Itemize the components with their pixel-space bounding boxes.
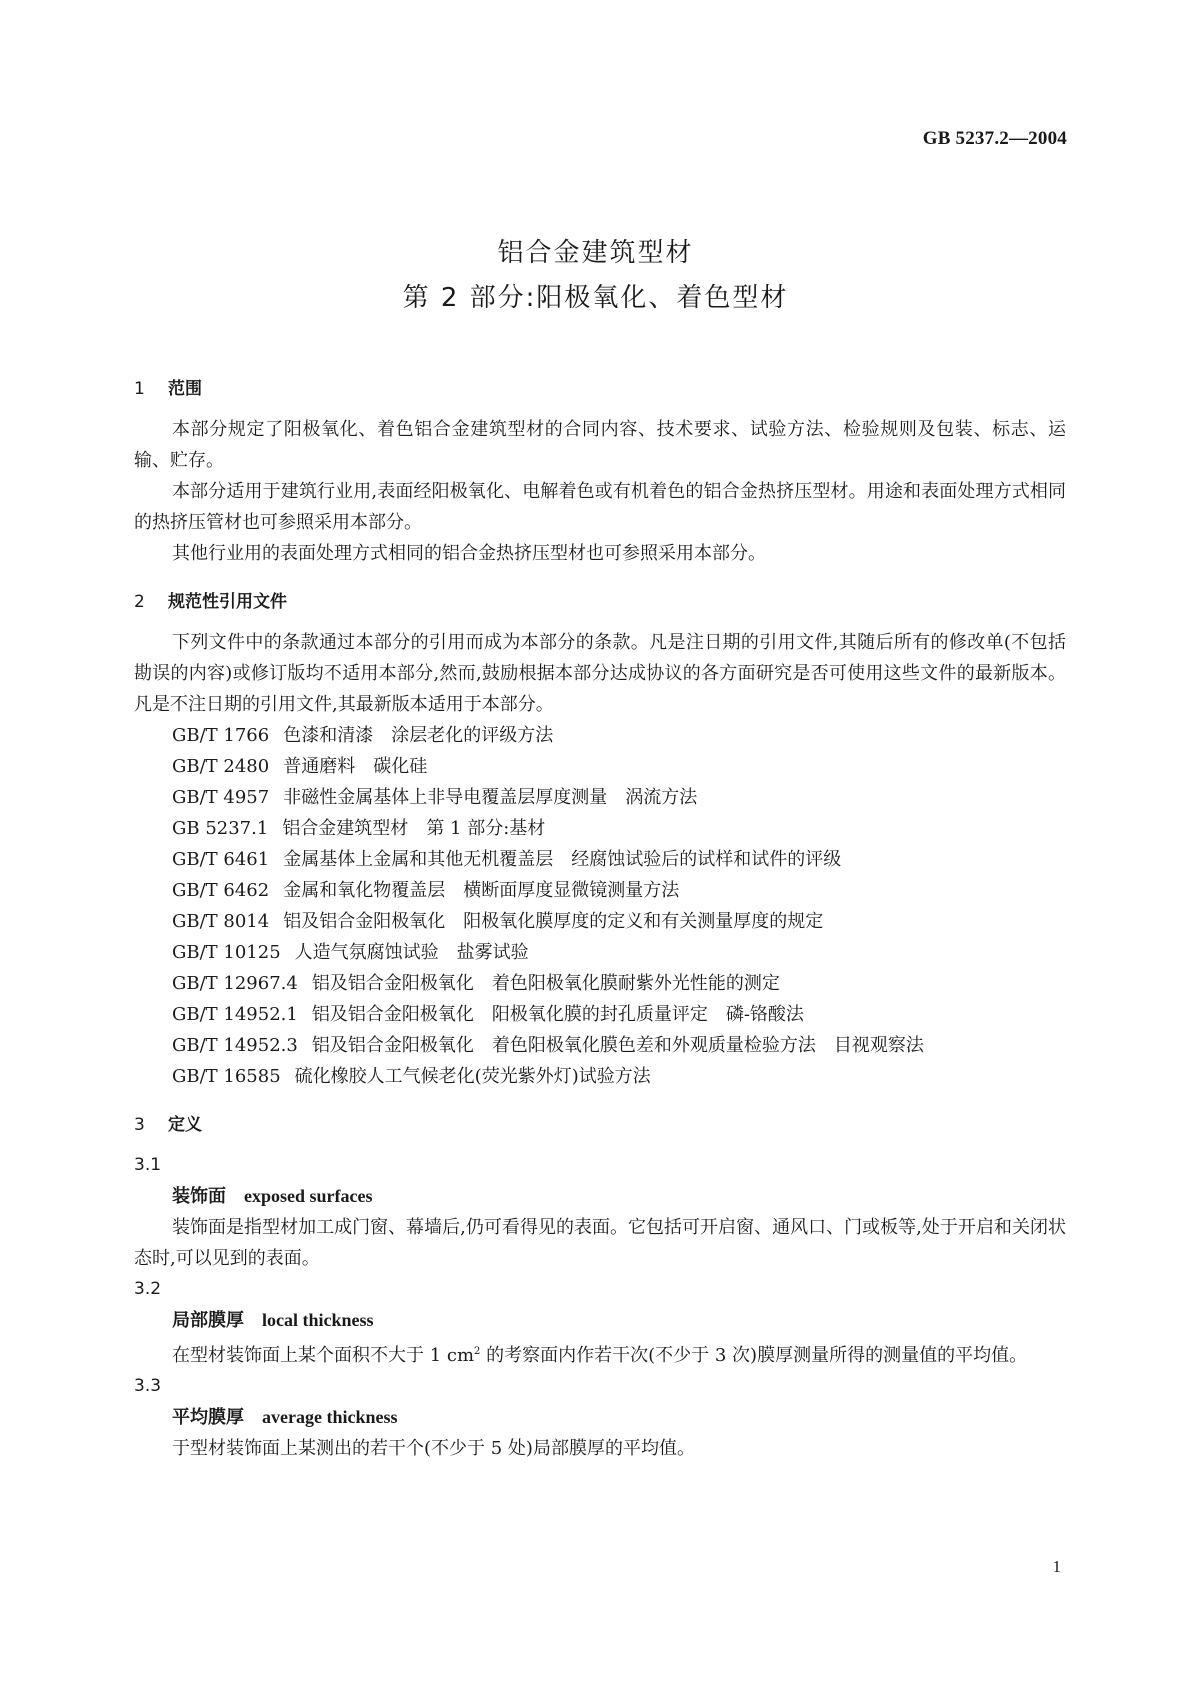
definition-text-part: 在型材装饰面上某个面积不大于 1 cm — [172, 1345, 475, 1366]
reference-item — [134, 1061, 1066, 1092]
definition-number: 3.2 — [134, 1279, 162, 1299]
reference-title-part: 磷-铬酸法 — [725, 1004, 804, 1025]
references-intro-paragraph: 下列文件中的条款通过本部分的引用而成为本部分的条款。凡是注日期的引用文件,其随后所有的修改单(不包括勘误的内容)或修订版均不适用本部分,然而,鼓励根据本部分达成协议的各方面研究是否可使用这些文件的最新版本。凡是不注日期的引用文件,其最新版本适用于本部分。 — [134, 632, 1066, 715]
definition-number: 3.3 — [134, 1376, 162, 1396]
reference-title-part: 非磁性金属基体上非导电覆盖层厚度测量 — [283, 787, 608, 808]
reference-title-part: 经腐蚀试验后的试样和试件的评级 — [571, 849, 842, 870]
page-number: 1 — [1052, 1557, 1061, 1576]
scope-paragraph-3: 其他行业用的表面处理方式相同的铝合金热挤压型材也可参照采用本部分。 — [172, 543, 766, 564]
section-number: 1 — [134, 379, 145, 399]
reference-item — [134, 906, 1066, 937]
reference-item — [134, 1030, 1066, 1061]
reference-title-part: 阳极氧化膜的封孔质量评定 — [491, 1004, 708, 1025]
reference-code: GB/T 4957 — [172, 787, 270, 808]
reference-item — [134, 844, 1066, 875]
definition-term — [134, 1305, 1066, 1336]
reference-title-part: 盐雾试验 — [456, 942, 529, 963]
definition-text-part: 的考察面内作若干次(不少于 3 次)膜厚测量所得的测量值的平均值。 — [480, 1345, 1028, 1366]
reference-title-part: 着色阳极氧化膜耐紫外光性能的测定 — [491, 973, 780, 994]
scope-paragraph-2: 本部分适用于建筑行业用,表面经阳极氧化、电解着色或有机着色的铝合金热挤压型材。用途和表面处理方式相同的热挤压管材也可参照采用本部分。 — [134, 481, 1066, 533]
section-number: 3 — [134, 1115, 145, 1135]
reference-title-part: 铝及铝合金阳极氧化 — [311, 1035, 474, 1056]
definition-term — [134, 1402, 1066, 1433]
reference-item — [134, 999, 1066, 1030]
document-title-line1: 铝合金建筑型材 — [497, 238, 694, 268]
term-chinese: 平均膜厚 — [172, 1407, 244, 1428]
reference-title-part: 涡流方法 — [625, 787, 698, 808]
reference-title-part: 色漆和清漆 — [283, 725, 374, 746]
reference-title-part: 铝及铝合金阳极氧化 — [283, 911, 446, 932]
reference-item — [134, 813, 1066, 844]
reference-item — [134, 875, 1066, 906]
reference-item — [134, 968, 1066, 999]
scope-paragraph-1: 本部分规定了阳极氧化、着色铝合金建筑型材的合同内容、技术要求、试验方法、检验规则及包装、标志、运输、贮存。 — [134, 419, 1066, 471]
reference-title-part: 涂层老化的评级方法 — [391, 725, 554, 746]
reference-code: GB/T 16585 — [172, 1066, 281, 1087]
section-title: 定义 — [168, 1115, 202, 1135]
section-title: 范围 — [168, 379, 202, 399]
reference-title-part: 金属和氧化物覆盖层 — [283, 880, 446, 901]
section-number: 2 — [134, 592, 145, 612]
term-chinese: 装饰面 — [172, 1186, 226, 1207]
reference-title-part: 第 1 部分:基材 — [426, 818, 546, 839]
reference-item — [134, 720, 1066, 751]
definition-text — [134, 1336, 1066, 1371]
reference-code: GB/T 12967.4 — [172, 973, 298, 994]
reference-code: GB/T 8014 — [172, 911, 270, 932]
reference-title-part: 硫化橡胶人工气候老化(荧光紫外灯)试验方法 — [294, 1066, 651, 1087]
reference-code: GB/T 1766 — [172, 725, 270, 746]
definition-number: 3.1 — [134, 1155, 162, 1175]
reference-item — [134, 782, 1066, 813]
reference-title-part: 铝合金建筑型材 — [282, 818, 409, 839]
definition-text: 装饰面是指型材加工成门窗、幕墙后,仍可看得见的表面。它包括可开启窗、通风口、门或板等,处于开启和关闭状态时,可以见到的表面。 — [134, 1217, 1066, 1269]
reference-title-part: 铝及铝合金阳极氧化 — [311, 973, 474, 994]
reference-code: GB/T 6461 — [172, 849, 270, 870]
section-heading-definitions — [134, 1110, 1066, 1140]
reference-code: GB/T 14952.3 — [172, 1035, 298, 1056]
reference-code: GB/T 10125 — [172, 942, 281, 963]
term-english: average thickness — [262, 1407, 398, 1427]
term-chinese: 局部膜厚 — [172, 1310, 244, 1331]
reference-title-part: 金属基体上金属和其他无机覆盖层 — [283, 849, 554, 870]
reference-item — [134, 937, 1066, 968]
reference-item — [134, 751, 1066, 782]
reference-code: GB/T 2480 — [172, 756, 270, 777]
reference-list — [134, 720, 1066, 1092]
reference-title-part: 阳极氧化膜厚度的定义和有关测量厚度的规定 — [463, 911, 824, 932]
term-english: exposed surfaces — [244, 1186, 373, 1206]
document-body — [134, 374, 1066, 1464]
reference-title-part: 铝及铝合金阳极氧化 — [311, 1004, 474, 1025]
reference-title-part: 着色阳极氧化膜色差和外观质量检验方法 — [491, 1035, 816, 1056]
reference-title-part: 目视观察法 — [833, 1035, 924, 1056]
reference-code: GB/T 14952.1 — [172, 1004, 298, 1025]
reference-code: GB/T 6462 — [172, 880, 270, 901]
document-title-line2: 第 2 部分:阳极氧化、着色型材 — [402, 283, 789, 313]
reference-title-part: 人造气氛腐蚀试验 — [294, 942, 439, 963]
reference-code: GB 5237.1 — [172, 818, 269, 839]
section-heading-scope — [134, 374, 1066, 404]
definition-term — [134, 1181, 1066, 1212]
reference-title-part: 普通磨料 — [283, 756, 356, 777]
section-heading-normative-references — [134, 587, 1066, 617]
term-english: local thickness — [262, 1310, 374, 1330]
reference-title-part: 横断面厚度显微镜测量方法 — [463, 880, 680, 901]
standard-code: GB 5237.2—2004 — [922, 128, 1067, 149]
reference-title-part: 碳化硅 — [373, 756, 428, 777]
superscript: 2 — [474, 1346, 481, 1357]
section-title: 规范性引用文件 — [168, 592, 287, 612]
definition-text: 于型材装饰面上某测出的若干个(不少于 5 处)局部膜厚的平均值。 — [172, 1438, 695, 1459]
